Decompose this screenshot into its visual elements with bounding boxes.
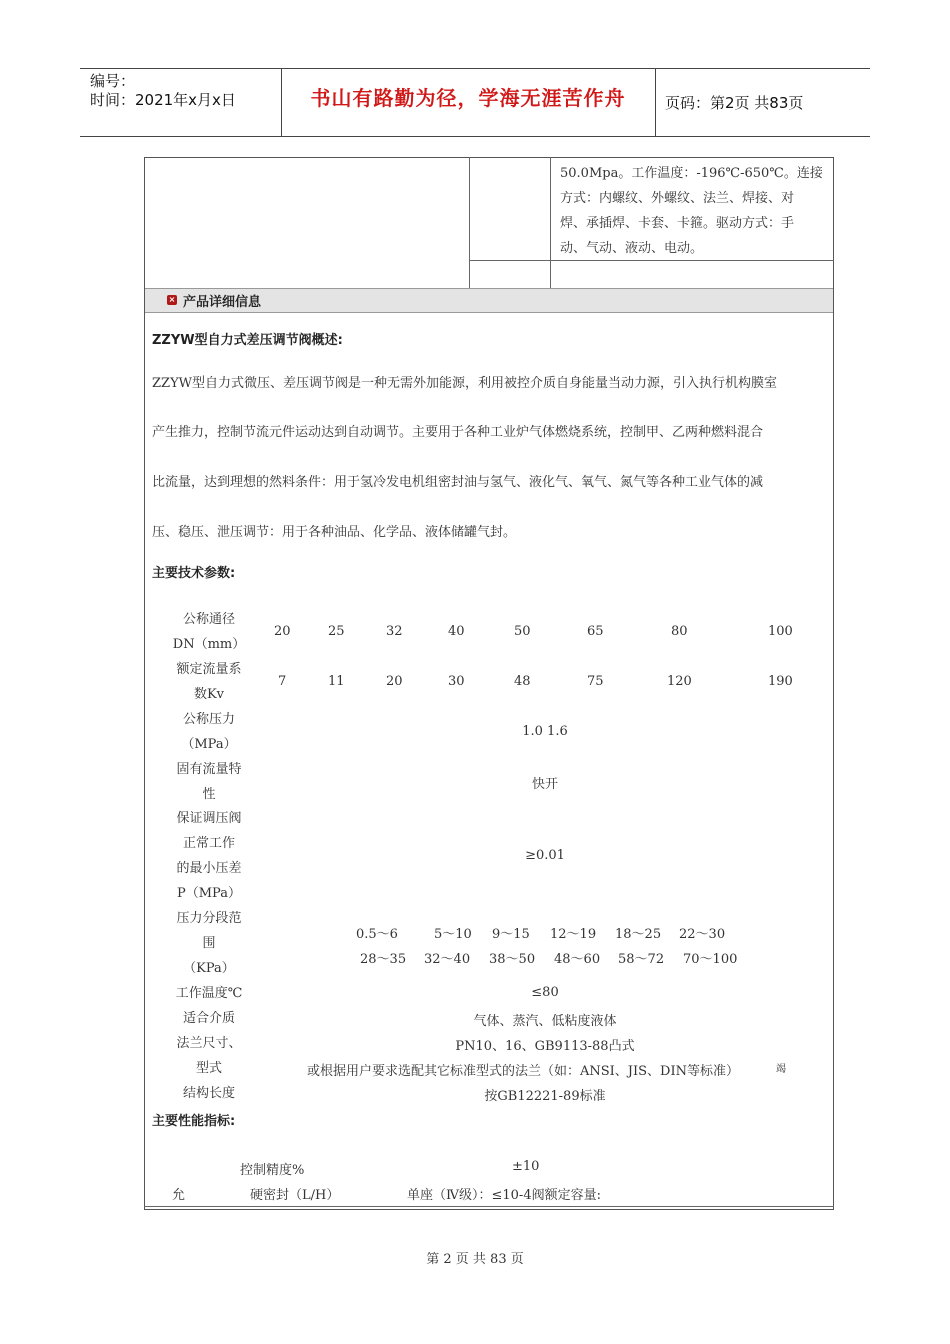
pressure-label-line: 公称压力: [182, 712, 235, 727]
motto: 书山有路勤为径，学海无涯苦作舟: [310, 86, 626, 110]
dn-label: [165, 607, 253, 657]
precision-value: ±10: [512, 1159, 540, 1174]
dn-value: 25: [328, 624, 345, 639]
dn-value: 80: [671, 624, 688, 639]
overview-line: 产生推力，控制节流元件运动达到自动调节。主要用于各种工业炉气体燃烧系统，控制甲、乙两种燃料混合: [152, 425, 764, 440]
mindiff-value: ≥0.01: [525, 848, 565, 863]
range-label-line: 围: [202, 936, 216, 951]
flange-label: [165, 1031, 253, 1081]
overview-line: 压、稳压、泄压调节：用于各种油品、化学品、液体储罐气封。: [152, 525, 517, 540]
kv-value: 75: [587, 674, 604, 689]
range-label: [165, 906, 253, 981]
temp-value: ≤80: [531, 985, 559, 1000]
overview-line: 比流量，达到理想的然料条件：用于氢冷发电机组密封油与氢气、液化气、氧气、氮气等各种工业气体的减: [152, 475, 764, 490]
range-value: 28～35: [360, 952, 407, 967]
flange-value-2: 或根据用户要求选配其它标准型式的法兰（如：ANSI、JIS、DIN等标准）: [307, 1064, 739, 1079]
kv-label: [165, 657, 253, 707]
mindiff-label: [165, 806, 253, 906]
top-cell-text: [560, 161, 830, 261]
flange-mark: 竭: [776, 1064, 786, 1075]
square-bullet-icon: ×: [168, 295, 176, 304]
range-value: 58～72: [618, 952, 665, 967]
dn-value: 65: [587, 624, 604, 639]
temp-label: 工作温度℃: [175, 986, 243, 1001]
kv-value: 30: [448, 674, 465, 689]
medium-label: 适合介质: [182, 1011, 235, 1026]
top-cell-line: 方式：内螺纹、外螺纹、法兰、焊接、对: [560, 191, 795, 206]
kv-value: 120: [667, 674, 692, 689]
kv-value: 48: [514, 674, 531, 689]
range-value: 5～10: [434, 927, 472, 942]
mindiff-label-line: 保证调压阀: [176, 811, 242, 826]
flow-label-line: 性: [202, 787, 216, 802]
dn-value: 100: [768, 624, 793, 639]
allow-char: 允: [172, 1188, 186, 1203]
pressure-label-line: （MPa）: [181, 737, 237, 752]
range-value: 18～25: [615, 927, 662, 942]
section-title: 产品详细信息: [183, 295, 262, 310]
range-value: 12～19: [550, 927, 597, 942]
mindiff-label-line: P（MPa）: [177, 886, 241, 901]
flange-value-1: PN10、16、GB9113-88凸式: [455, 1039, 635, 1054]
header-bottom-rule: [80, 136, 870, 137]
kv-label-line: 数Kv: [193, 687, 225, 702]
range-value: 22～30: [679, 927, 726, 942]
header-divider-2: [655, 68, 656, 136]
pressure-label: [165, 707, 253, 757]
seal-value: 单座（Ⅳ级）：≤10-4阀额定容量:: [407, 1188, 601, 1203]
grid-vline: [550, 157, 551, 288]
grid-vline: [469, 157, 470, 288]
dn-value: 32: [386, 624, 403, 639]
flow-label-line: 固有流量特: [176, 762, 242, 777]
range-value: 48～60: [554, 952, 601, 967]
top-cell-line: 动、气动、液动、电动。: [560, 241, 704, 256]
time-label: 时间：2021年x月x日: [90, 91, 236, 109]
flow-value: 快开: [531, 777, 558, 792]
dn-value: 40: [448, 624, 465, 639]
header-top-rule: [80, 68, 870, 69]
dn-label-line: 公称通径: [182, 612, 235, 627]
kv-value: 20: [386, 674, 403, 689]
medium-value: 气体、蒸汽、低粘度液体: [473, 1014, 617, 1029]
page-footer: 第 2 页 共 83 页: [426, 1252, 524, 1267]
range-value: 70～100: [683, 952, 738, 967]
length-label: 结构长度: [182, 1086, 235, 1101]
kv-value: 7: [278, 674, 287, 689]
range-value: 9～15: [492, 927, 530, 942]
page-info: 页码：第2页 共83页: [665, 94, 804, 112]
kv-value: 11: [328, 674, 345, 689]
flange-label-line: 型式: [195, 1061, 222, 1076]
pressure-value: 1.0 1.6: [522, 724, 568, 739]
dn-label-line: DN（mm）: [172, 637, 246, 652]
length-value: 按GB12221-89标准: [484, 1089, 606, 1104]
bottom-rule: [144, 1206, 834, 1207]
serial-label: 编号：: [90, 72, 136, 90]
kv-value: 190: [768, 674, 793, 689]
performance-heading: 主要性能指标:: [152, 1114, 236, 1129]
seal-label: 硬密封（L/H）: [250, 1188, 340, 1203]
range-value: 0.5～6: [356, 927, 398, 942]
top-cell-line: 焊、承插焊、卡套、卡箍。驱动方式：手: [560, 216, 795, 231]
range-value: 32～40: [424, 952, 471, 967]
flow-label: [165, 757, 253, 807]
mindiff-label-line: 的最小压差: [176, 861, 242, 876]
overview-heading: ZZYW型自力式差压调节阀概述:: [152, 333, 343, 348]
range-label-line: （KPa）: [183, 961, 235, 976]
top-cell-line: 50.0Mpa。工作温度：-196℃-650℃。连接: [560, 166, 823, 181]
precision-label: 控制精度%: [240, 1163, 305, 1178]
overview-line: ZZYW型自力式微压、差压调节阀是一种无需外加能源，利用被控介质自身能量当动力源，引入执行机构膜室: [152, 376, 778, 391]
range-value: 38～50: [489, 952, 536, 967]
dn-value: 20: [274, 624, 291, 639]
params-heading: 主要技术参数:: [152, 566, 236, 581]
flange-label-line: 法兰尺寸、: [176, 1036, 242, 1051]
dn-value: 50: [514, 624, 531, 639]
kv-label-line: 额定流量系: [176, 662, 242, 677]
range-label-line: 压力分段范: [176, 911, 242, 926]
mindiff-label-line: 正常工作: [182, 836, 235, 851]
